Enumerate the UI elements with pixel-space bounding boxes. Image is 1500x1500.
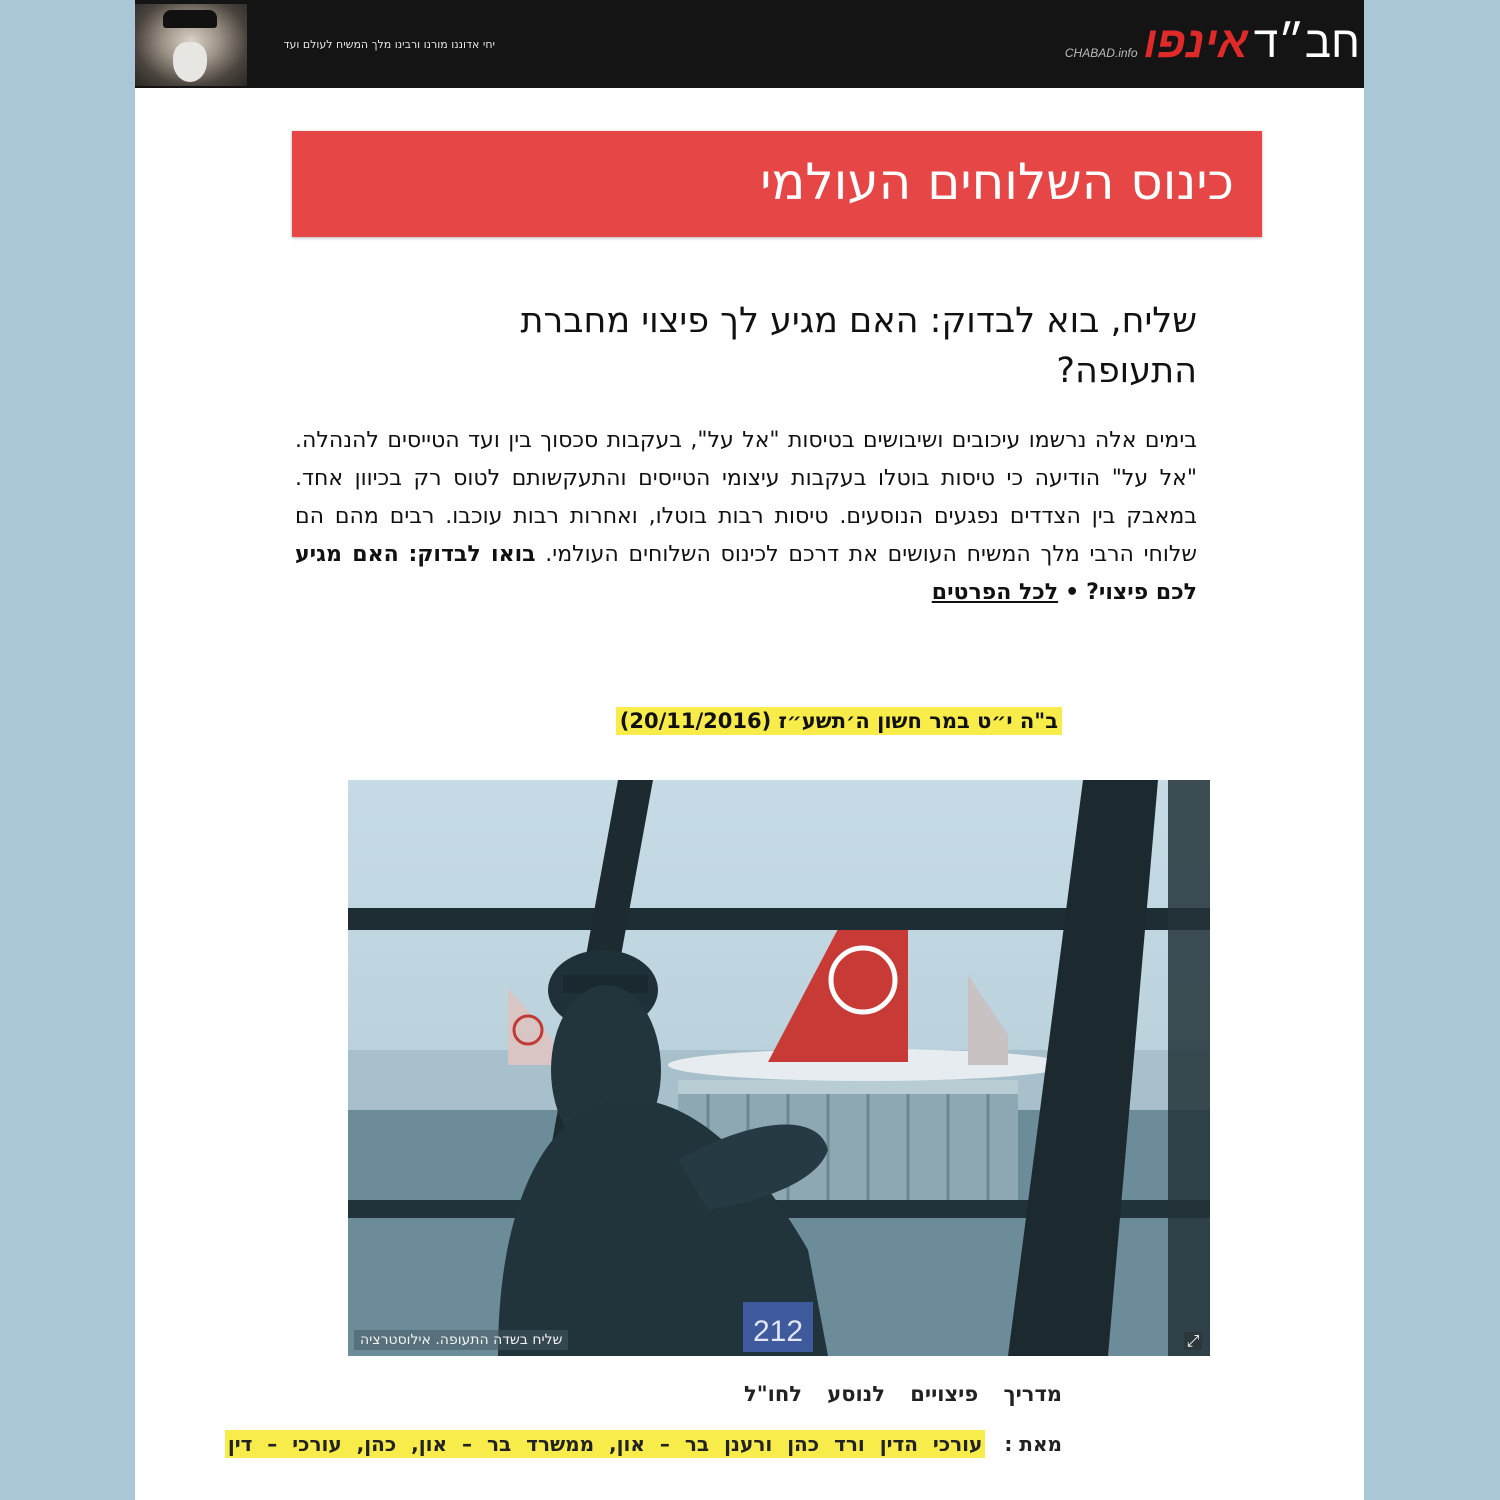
gate-number: 212 (752, 1315, 804, 1348)
document-page (135, 0, 1364, 1500)
author-line (225, 1432, 1062, 1456)
logo-english-text: CHABAD.info (1064, 46, 1138, 60)
expand-icon[interactable]: ⤢ (1184, 1332, 1202, 1350)
photo-caption: שליח בשדה התעופה. אילוסטרציה (354, 1330, 568, 1350)
article-date: ב"ה י״ט במר חשון ה׳תשע״ז (20/11/2016) (616, 707, 1062, 735)
header-slogan: יחי אדוננו מורנו ורבינו מלך המשיח לעולם ועד (283, 38, 495, 51)
site-header (135, 0, 1364, 88)
photo-beard-shape (173, 42, 207, 82)
author-label: מאת : (1004, 1432, 1062, 1456)
article-body (295, 422, 1197, 612)
bullet-separator: • (1065, 580, 1080, 605)
logo-habad-text: חב״ד (1253, 18, 1360, 67)
author-names: עורכי הדין ורד כהן ורענן בר – און, ממשרד בר – און, כהן, עורכי – דין (225, 1430, 986, 1458)
article-headline: שליח, בוא לבדוק: האם מגיע לך פיצוי מחברת התעופה? (520, 301, 1197, 391)
rebbe-photo (135, 4, 247, 86)
photo-hat-shape (163, 10, 217, 28)
article-photo[interactable] (348, 780, 1210, 1356)
article-body-text: בימים אלה נרשמו עיכובים ושיבושים בטיסות "אל על", בעקבות סכסוך בין ועד הטייסים להנהלה. "אל על" הודיעה כי טיסות בוטלו בעקבות עיצומי הטייסים והתעקשותם לטוס רק בכיוון אחד. במאבק בין הצדדים נפגעים הנוסעים. טיסות רבות בוטלו, ואחרות רבות עוכבו. רבים מהם הם שלוחי הרבי מלך המשיח העושים את דרכם לכינוס השלוחים העולמי. (295, 428, 1197, 567)
section-title: כינוס השלוחים העולמי (760, 153, 1234, 211)
cta-prefix: בואו לבדוק: (408, 542, 536, 567)
section-banner (292, 131, 1262, 237)
details-link[interactable]: לכל הפרטים (931, 580, 1059, 605)
logo-info-text: אינפו (1143, 18, 1248, 67)
cta-question: האם מגיע לכם פיצוי? (295, 542, 1197, 605)
guide-title: מדריך פיצויים לנוסע לחו"ל (743, 1382, 1062, 1406)
site-logo[interactable] (1065, 18, 1360, 70)
airport-scene-graphic (348, 780, 1210, 1356)
